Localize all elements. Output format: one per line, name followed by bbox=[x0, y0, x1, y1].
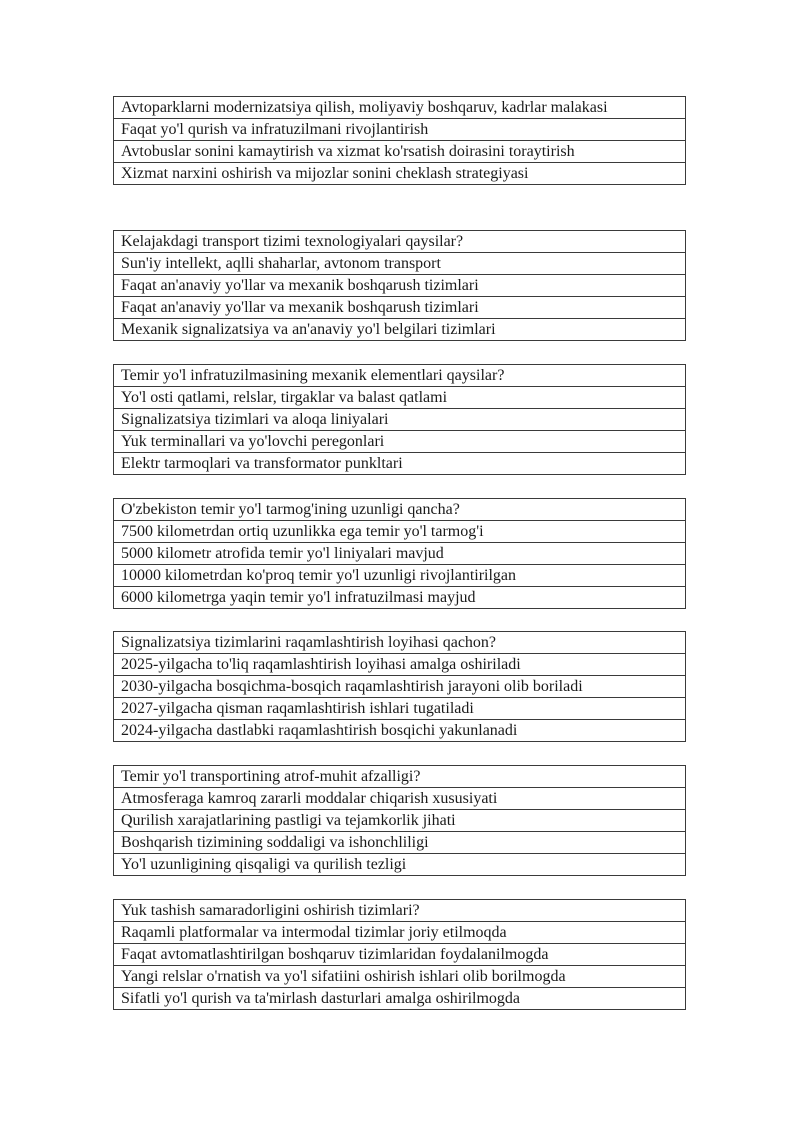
table-row bbox=[114, 231, 686, 253]
table-row bbox=[114, 810, 686, 832]
table-row bbox=[114, 387, 686, 409]
answer-option: Yo'l uzunligining qisqaligi va qurilish tezligi bbox=[114, 854, 686, 876]
table-row bbox=[114, 766, 686, 788]
table-row bbox=[114, 788, 686, 810]
table-row bbox=[114, 654, 686, 676]
table-row bbox=[114, 854, 686, 876]
question-table-6 bbox=[113, 765, 686, 876]
answer-option: 2025-yilgacha to'liq raqamlashtirish loyihasi amalga oshiriladi bbox=[114, 654, 686, 676]
table-row bbox=[114, 543, 686, 565]
table-row bbox=[114, 365, 686, 387]
answer-option: Faqat avtomatlashtirilgan boshqaruv tizimlaridan foydalanilmogda bbox=[114, 944, 686, 966]
question-table-1 bbox=[113, 96, 686, 185]
answer-option: Faqat an'anaviy yo'llar va mexanik boshqarush tizimlari bbox=[114, 275, 686, 297]
answer-option: Boshqarish tizimining soddaligi va ishonchliligi bbox=[114, 832, 686, 854]
table-row bbox=[114, 119, 686, 141]
table-row bbox=[114, 275, 686, 297]
answer-option: Yuk terminallari va yo'lovchi peregonlari bbox=[114, 431, 686, 453]
answer-option: Avtobuslar sonini kamaytirish va xizmat ko'rsatish doirasini toraytirish bbox=[114, 141, 686, 163]
answer-option: Faqat yo'l qurish va infratuzilmani rivojlantirish bbox=[114, 119, 686, 141]
answer-option: Elektr tarmoqlari va transformator punkltari bbox=[114, 453, 686, 475]
question-text: Kelajakdagi transport tizimi texnologiyalari qaysilar? bbox=[114, 231, 686, 253]
answer-option: 10000 kilometrdan ko'proq temir yo'l uzunligi rivojlantirilgan bbox=[114, 565, 686, 587]
table-row bbox=[114, 966, 686, 988]
table-row bbox=[114, 163, 686, 185]
table-row bbox=[114, 565, 686, 587]
answer-option: Signalizatsiya tizimlari va aloqa liniyalari bbox=[114, 409, 686, 431]
table-row bbox=[114, 698, 686, 720]
table-row bbox=[114, 832, 686, 854]
table-row bbox=[114, 499, 686, 521]
answer-option: Yo'l osti qatlami, relslar, tirgaklar va balast qatlami bbox=[114, 387, 686, 409]
question-table-2 bbox=[113, 230, 686, 341]
answer-option: Yangi relslar o'rnatish va yo'l sifatiini oshirish ishlari olib borilmogda bbox=[114, 966, 686, 988]
answer-option: 2030-yilgacha bosqichma-bosqich raqamlashtirish jarayoni olib boriladi bbox=[114, 676, 686, 698]
answer-option: 2024-yilgacha dastlabki raqamlashtirish bosqichi yakunlanadi bbox=[114, 720, 686, 742]
answer-option: Sun'iy intellekt, aqlli shaharlar, avtonom transport bbox=[114, 253, 686, 275]
answer-option: 2027-yilgacha qisman raqamlashtirish ishlari tugatiladi bbox=[114, 698, 686, 720]
table-row bbox=[114, 453, 686, 475]
table-row bbox=[114, 900, 686, 922]
answer-option: Qurilish xarajatlarining pastligi va tejamkorlik jihati bbox=[114, 810, 686, 832]
table-row bbox=[114, 587, 686, 609]
table-row bbox=[114, 720, 686, 742]
table-row bbox=[114, 97, 686, 119]
answer-option: Xizmat narxini oshirish va mijozlar sonini cheklash strategiyasi bbox=[114, 163, 686, 185]
question-table-7 bbox=[113, 899, 686, 1010]
question-text: Temir yo'l infratuzilmasining mexanik elementlari qaysilar? bbox=[114, 365, 686, 387]
table-row bbox=[114, 521, 686, 543]
table-row bbox=[114, 944, 686, 966]
question-table-3 bbox=[113, 364, 686, 475]
question-table-5 bbox=[113, 631, 686, 742]
question-text: Signalizatsiya tizimlarini raqamlashtirish loyihasi qachon? bbox=[114, 632, 686, 654]
answer-option: Mexanik signalizatsiya va an'anaviy yo'l belgilari tizimlari bbox=[114, 319, 686, 341]
answer-option: Faqat an'anaviy yo'llar va mexanik boshqarush tizimlari bbox=[114, 297, 686, 319]
answer-option: Avtoparklarni modernizatsiya qilish, moliyaviy boshqaruv, kadrlar malakasi bbox=[114, 97, 686, 119]
table-row bbox=[114, 676, 686, 698]
question-text: O'zbekiston temir yo'l tarmog'ining uzunligi qancha? bbox=[114, 499, 686, 521]
table-row bbox=[114, 297, 686, 319]
answer-option: 5000 kilometr atrofida temir yo'l liniyalari mavjud bbox=[114, 543, 686, 565]
answer-option: Sifatli yo'l qurish va ta'mirlash dasturlari amalga oshirilmogda bbox=[114, 988, 686, 1010]
question-text: Temir yo'l transportining atrof-muhit afzalligi? bbox=[114, 766, 686, 788]
answer-option: 6000 kilometrga yaqin temir yo'l infratuzilmasi mayjud bbox=[114, 587, 686, 609]
table-row bbox=[114, 253, 686, 275]
question-text: Yuk tashish samaradorligini oshirish tizimlari? bbox=[114, 900, 686, 922]
table-row bbox=[114, 431, 686, 453]
question-table-4 bbox=[113, 498, 686, 609]
answer-option: Raqamli platformalar va intermodal tizimlar joriy etilmoqda bbox=[114, 922, 686, 944]
table-row bbox=[114, 922, 686, 944]
answer-option: 7500 kilometrdan ortiq uzunlikka ega temir yo'l tarmog'i bbox=[114, 521, 686, 543]
table-row bbox=[114, 632, 686, 654]
table-row bbox=[114, 988, 686, 1010]
table-row bbox=[114, 141, 686, 163]
table-row bbox=[114, 409, 686, 431]
table-row bbox=[114, 319, 686, 341]
answer-option: Atmosferaga kamroq zararli moddalar chiqarish xususiyati bbox=[114, 788, 686, 810]
